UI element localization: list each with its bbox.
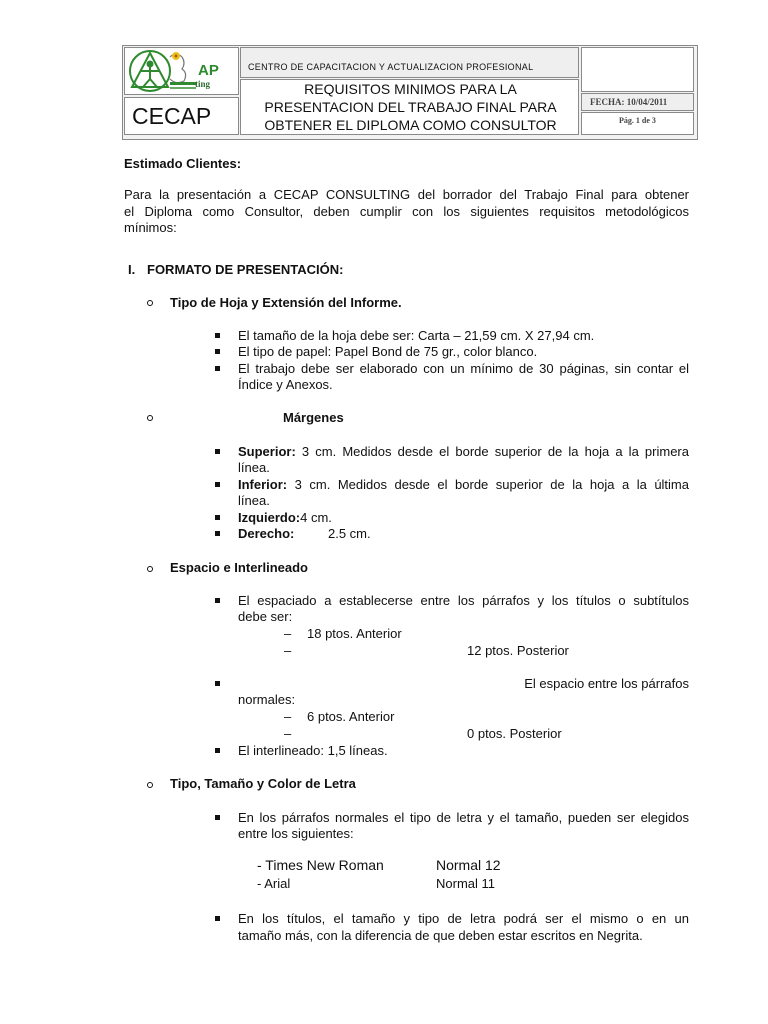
subsection-title-2: Márgenes	[283, 410, 344, 425]
brand-cell	[124, 97, 239, 135]
intro-line-2: el Diploma como Consultor, deben cumplir con los siguientes requisitos metodológicos	[124, 203, 689, 219]
bullet-square	[215, 366, 220, 371]
font-option-2-size: Normal 11	[436, 876, 496, 891]
min-pages-line-2: Índice y Anexos.	[238, 377, 333, 392]
doc-title-line-2: PRESENTACION DEL TRABAJO FINAL PARA	[264, 99, 557, 115]
subsection-bullet-3	[147, 566, 153, 572]
subsection-title-4: Tipo, Tamaño y Color de Letra	[170, 776, 356, 791]
subsection-title-3: Espacio e Interlineado	[170, 560, 308, 575]
min-pages-line-1: El trabajo debe ser elaborado con un mínimo de 30 páginas, sin contar el	[238, 361, 689, 376]
spacing-line-1: El espaciado a establecerse entre los párrafos y los títulos o subtítulos	[238, 593, 689, 608]
margin-izquierdo-label: Izquierdo:	[238, 510, 301, 525]
font-option-1-name: - Times New Roman	[257, 857, 384, 873]
paper-size-text: El tamaño de la hoja debe ser: Carta – 21,59 cm. X 27,94 cm.	[238, 328, 595, 343]
title-cell	[240, 79, 579, 135]
greeting: Estimado Clientes:	[124, 156, 242, 171]
bullet-square	[215, 349, 220, 354]
bullet-square	[215, 748, 220, 753]
spacing-before-18: 18 ptos. Anterior	[307, 626, 402, 641]
subsection-title-1: Tipo de Hoja y Extensión del Informe.	[170, 295, 402, 310]
subsection-bullet-4	[147, 782, 153, 788]
dash-marker: –	[284, 709, 292, 724]
bullet-square	[215, 449, 220, 454]
bullet-square	[215, 598, 220, 603]
date-text: FECHA: 10/04/2011	[590, 97, 668, 107]
intro-paragraph	[124, 187, 689, 237]
bullet-square	[215, 815, 220, 820]
margin-izquierdo-value: 4 cm.	[300, 510, 332, 525]
logo-ap-text: AP	[198, 62, 219, 79]
subsection-bullet-2	[147, 415, 153, 421]
dash-marker: –	[284, 626, 292, 641]
page-number-cell	[581, 112, 694, 135]
paper-type-text: El tipo de papel: Papel Bond de 75 gr., color blanco.	[238, 344, 538, 359]
paragraph-spacing-line-1: El espacio entre los párrafos	[524, 676, 689, 691]
logo-cell	[124, 47, 239, 95]
doc-title-line-1: REQUISITOS MINIMOS PARA LA	[304, 81, 517, 97]
margin-superior-text: 3 cm. Medidos desde el borde superior de la hoja a la primera	[295, 444, 689, 459]
margin-derecho-value: 2.5 cm.	[328, 526, 371, 541]
margin-superior-label: Superior:	[238, 444, 296, 459]
font-choice-line-1: En los párrafos normales el tipo de letra y el tamaño, pueden ser elegidos	[238, 810, 689, 825]
logo-ting-text: ting	[195, 79, 211, 89]
dash-marker: –	[284, 726, 292, 741]
bullet-square	[215, 916, 220, 921]
margin-superior-line-1	[238, 444, 689, 460]
bullet-square	[215, 681, 220, 686]
intro-line-3: mínimos:	[124, 220, 177, 235]
date-cell	[581, 93, 694, 111]
margin-inferior-line-1	[238, 477, 689, 493]
margin-izquierdo	[238, 510, 332, 526]
spacing-before-6: 6 ptos. Anterior	[307, 709, 395, 724]
subsection-bullet-1	[147, 300, 153, 306]
blank-corner-cell	[581, 47, 694, 92]
font-choice-line-2: entre los siguientes:	[238, 826, 354, 841]
cecap-logo	[126, 49, 239, 95]
section-title: FORMATO DE PRESENTACIÓN:	[147, 262, 344, 277]
font-option-2-name: - Arial	[257, 876, 291, 891]
org-name: CENTRO DE CAPACITACION Y ACTUALIZACION PROFESIONAL	[248, 62, 534, 72]
dash-marker: –	[284, 643, 292, 658]
paragraph-spacing-line-2: normales:	[238, 692, 296, 707]
section-number: I.	[128, 262, 136, 277]
bullet-square	[215, 333, 220, 338]
spacing-line-2: debe ser:	[238, 609, 293, 624]
bullet-square	[215, 482, 220, 487]
title-font-line-1: En los títulos, el tamaño y tipo de letra podrá ser el mismo o en un	[238, 911, 689, 926]
margin-inferior-label: Inferior:	[238, 477, 288, 492]
page-number: Pág. 1 de 3	[619, 116, 656, 125]
margin-inferior-text: 3 cm. Medidos desde el borde superior de la hoja a la última	[287, 477, 689, 492]
margin-inferior-line-2: línea.	[238, 493, 270, 508]
brand-name: CECAP	[132, 103, 212, 129]
spacing-after-12: 12 ptos. Posterior	[467, 643, 569, 658]
org-name-cell	[240, 47, 579, 78]
margin-superior-line-2: línea.	[238, 460, 270, 475]
margin-derecho-label: Derecho:	[238, 526, 295, 541]
bullet-square	[215, 515, 220, 520]
intro-line-1: Para la presentación a CECAP CONSULTING del borrador del Trabajo Final para obtener	[124, 187, 689, 202]
title-font-line-2: tamaño más, con la diferencia de que deben estar escritos en Negrita.	[238, 928, 643, 943]
bullet-square	[215, 531, 220, 536]
doc-title-line-3: OBTENER EL DIPLOMA COMO CONSULTOR	[264, 117, 557, 133]
font-option-1-size: Normal 12	[436, 857, 501, 873]
spacing-after-0: 0 ptos. Posterior	[467, 726, 562, 741]
line-spacing-text: El interlineado: 1,5 líneas.	[238, 743, 388, 758]
